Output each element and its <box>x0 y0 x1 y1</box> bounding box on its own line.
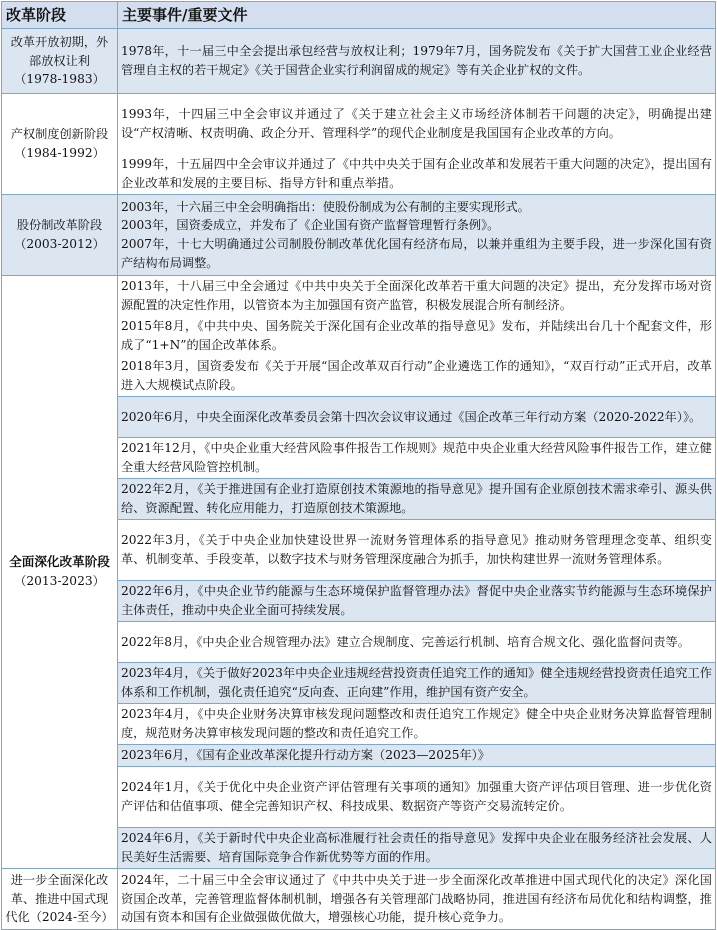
event-text: 1978年，十一届三中全会提出承包经营与放权让利；1979年7月，国务院发布《关于扩大国营工业企业经营管理自主权的若干规定》《关于国营企业实行利润留成的规定》等有关企业扩权的文件。 <box>118 29 716 94</box>
event-text: 2023年6月，《国有企业改革深化提升行动方案（2023—2025年）》 <box>118 745 716 767</box>
event-text: 2022年8月，《中央企业合规管理办法》建立合规制度、完善运行机制、培育合规文化、强化监督问责等。 <box>118 622 716 663</box>
stage-cell: 产权制度创新阶段 （1984-1992） <box>2 94 118 195</box>
table-row <box>2 276 716 317</box>
event-text: 2020年6月，中央全面深化改革委员会第十四次会议审议通过《国企改革三年行动方案（2020-2022年）》。 <box>118 397 716 438</box>
event-text: 2024年6月，《关于新时代中央企业高标准履行社会责任的指导意见》发挥中央企业在服务经济社会发展、人民美好生活需要、培育国际竞争合作新优势等方面的作用。 <box>118 828 716 869</box>
event-text: 2013年，十八届三中全会通过《中共中央关于全面深化改革若干重大问题的决定》提出，充分发挥市场对资源配置的决定性作用，以管资本为主加强国有资产监管，积极发展混合所有制经济。 <box>118 276 716 317</box>
table-row <box>2 195 716 276</box>
event-text: 2023年4月，《关于做好2023年中央企业违规经营投资责任追究工作的通知》健全违规经营投资责任追究工作体系和工作机制，强化责任追究“反向查、正向建”作用，维护国有资产安全。 <box>118 663 716 704</box>
event-text: 2024年，二十届三中全会审议通过了《中共中央关于进一步全面深化改革推进中国式现代化的决定》深化国资国企改革，完善管理监督体制机制，增强各有关管理部门战略协同，推进国有经济布局优化和结构调整，推动国有资本和国有企业做强做优做大，增强核心功能，提升核心竞争力。 <box>118 869 716 930</box>
event-text: 2003年，国资委成立，并发布了《企业国有资产监督管理暂行条例》。 <box>121 218 500 233</box>
header-events: 主要事件/重要文件 <box>118 2 716 29</box>
event-text: 2023年4月，《中央企业财务决算审核发现问题整改和责任追究工作规定》健全中央企业财务决算监督管理制度，规范财务决算审核发现问题的整改和责任追究工作。 <box>118 704 716 745</box>
stage-cell: 股份制改革阶段 （2003-2012） <box>2 195 118 276</box>
event-block <box>118 195 716 276</box>
event-text: 2022年3月，《关于中央企业加快建设世界一流财务管理体系的指导意见》推动财务管理理念变革、组织变革、机制变革、手段变革，以数字技术与财务管理深度融合为抓手，加快构建世界一流财务管理体系。 <box>118 520 716 581</box>
table-row <box>2 29 716 94</box>
table-row <box>2 94 716 155</box>
event-text: 2021年12月，《中央企业重大经营风险事件报告工作规则》规范中央企业重大经营风险事件报告工作，建立健全重大经营风险管控机制。 <box>118 438 716 479</box>
table-row <box>2 869 716 930</box>
event-text: 1999年，十五届四中全会审议并通过了《中共中央关于国有企业改革和发展若干重大问题的决定》，提出国有企业改革和发展的主要目标、指导方针和重点举措。 <box>118 154 716 195</box>
event-text: 2015年8月，《中共中央、国务院关于深化国有企业改革的指导意见》发布，并陆续出台几十个配套文件，形成了“1+N”的国企改革体系。 <box>118 316 716 356</box>
stage-cell: 全面深化改革阶段 （2013-2023） <box>2 276 118 869</box>
stage-cell: 改革开放初期，外 部放权让利 （1978-1983） <box>2 29 118 94</box>
event-text: 2024年1月，《关于优化中央企业资产评估管理有关事项的通知》加强重大资产评估项目管理、进一步优化资产评估和估值事项、健全完善知识产权、科技成果、数据资产等资产交易流转定价。 <box>118 767 716 828</box>
reform-table <box>1 1 716 930</box>
event-text: 2022年6月，《中央企业节约能源与生态环境保护监督管理办法》督促中央企业落实节约能源与生态环境保护主体责任，推动中央企业全面可持续发展。 <box>118 581 716 622</box>
event-text: 2003年，十六届三中全会明确指出：使股份制成为公有制的主要实现形式。 <box>121 199 530 214</box>
event-text: 2007年，十七大明确通过公司制股份制改革优化国有经济布局，以兼并重组为主要手段，进一步深化国有资产结构布局调整。 <box>121 237 712 270</box>
event-text: 2018年3月，国资委发布《关于开展“国企改革双百行动”企业遴选工作的通知》，“双百行动”正式开启，改革进入大规模试点阶段。 <box>118 356 716 397</box>
header-stage: 改革阶段 <box>2 2 118 29</box>
event-text: 1993年，十四届三中全会审议并通过了《关于建立社会主义市场经济体制若干问题的决定》，明确提出建设“产权清晰、权责明确、政企分开、管理科学”的现代企业制度是我国国有企业改革的方向。 <box>118 94 716 155</box>
table-header <box>2 2 716 29</box>
stage-cell: 进一步全面深化改 革、推进中国式现 代化（2024-至今） <box>2 869 118 930</box>
event-text: 2022年2月，《关于推进国有企业打造原创技术策源地的指导意见》提升国有企业原创技术需求牵引、源头供给、资源配置、转化应用能力，打造原创技术策源地。 <box>118 479 716 520</box>
